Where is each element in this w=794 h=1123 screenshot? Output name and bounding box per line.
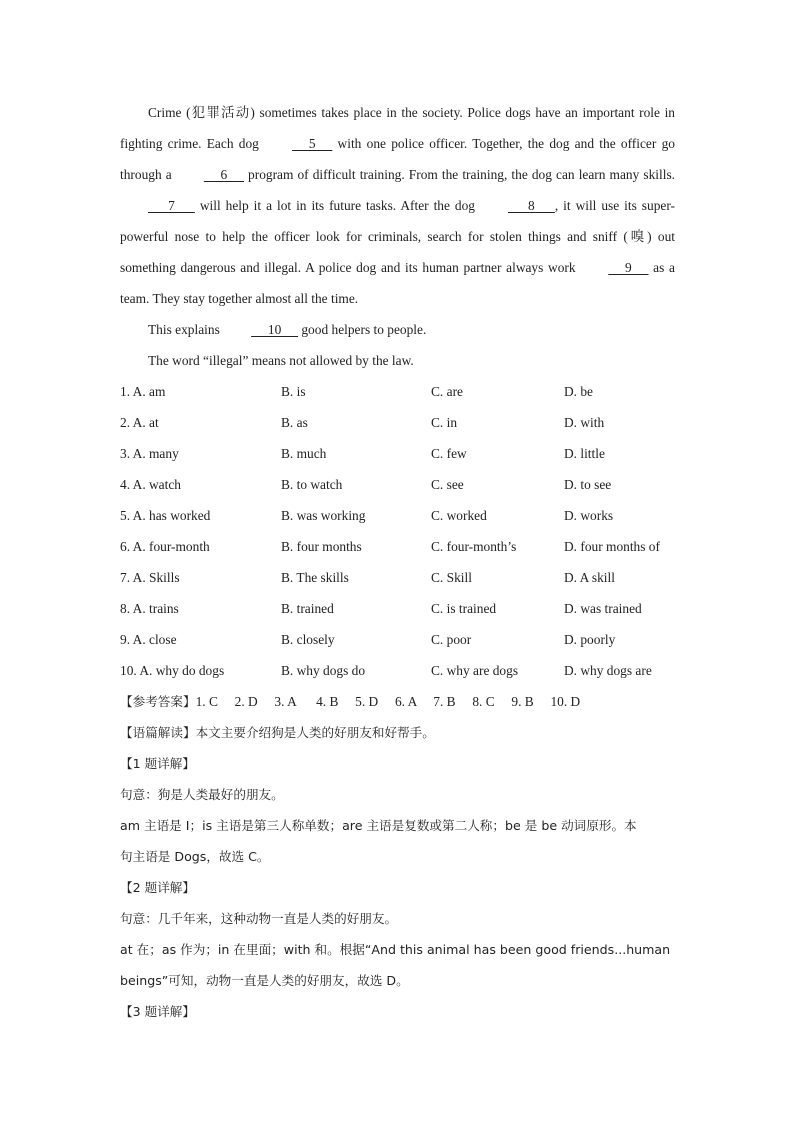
option-d[interactable]: D. little: [564, 446, 605, 461]
q2-explanation-line-2: beings”可知，动物一直是人类的好朋友，故选 D。: [120, 973, 409, 988]
option-row-7: [120, 562, 675, 593]
reading-summary-label: 【语篇解读】: [120, 725, 196, 740]
option-c[interactable]: C. in: [431, 415, 458, 430]
option-d[interactable]: D. four months of: [564, 539, 660, 554]
passage-text: will help it a lot in its future tasks. After the dog: [194, 198, 480, 213]
option-b[interactable]: B. was working: [281, 508, 366, 523]
option-c[interactable]: C. why are dogs: [431, 663, 519, 678]
option-b[interactable]: B. much: [281, 446, 327, 461]
option-b[interactable]: B. trained: [281, 601, 334, 616]
option-a[interactable]: 6. A. four-month: [120, 539, 210, 554]
option-a[interactable]: 5. A. has worked: [120, 508, 211, 523]
passage-paragraph-3: The word “illegal” means not allowed by the law.: [148, 353, 414, 368]
q1-heading: 【1 题详解】: [120, 756, 195, 771]
option-c[interactable]: C. Skill: [431, 570, 472, 585]
passage-text: program of difficult training. From the training, the dog can learn many skills.: [243, 167, 676, 182]
passage-text: Crime (犯罪活动) sometimes takes place in the society. Police dogs have an important role in fighting crime. Each dog: [120, 105, 675, 151]
passage-text: as a team. They stay together almost all the time.: [120, 260, 675, 306]
q2-explanation-line-1: at 在；as 作为；in 在里面；with 和。根据“And this animal has been good friends...human: [120, 942, 671, 957]
option-c[interactable]: C. worked: [431, 508, 487, 523]
blank-7: 7: [148, 198, 195, 213]
passage-text: , it will use its super-powerful nose to help the officer look for criminals, search for stolen things and sniff (嗅) out something dangerous and illegal. A police dog and its human partner always work: [120, 198, 675, 275]
q1-translation: 句意：狗是人类最好的朋友。: [120, 787, 284, 802]
passage-text: with one police officer. Together, the dog and the officer go through a: [120, 136, 675, 182]
option-row-5: [120, 500, 675, 531]
option-a[interactable]: 7. A. Skills: [120, 570, 180, 585]
option-c[interactable]: C. four-month’s: [431, 539, 517, 554]
option-b[interactable]: B. is: [281, 384, 306, 399]
option-a[interactable]: 4. A. watch: [120, 477, 181, 492]
blank-9: 9: [608, 260, 649, 275]
option-a[interactable]: 10. A. why do dogs: [120, 663, 225, 678]
blank-6: 6: [203, 167, 244, 182]
passage-text: good helpers to people.: [298, 322, 427, 337]
passage-paragraph-2: [120, 314, 675, 345]
option-row-2: [120, 407, 675, 438]
reading-summary: [120, 717, 675, 748]
answer-key-text: 1. C 2. D 3. A 4. B 5. D 6. A 7. B 8. C 9. B 10. D: [195, 694, 581, 709]
option-d[interactable]: D. with: [564, 415, 605, 430]
option-c[interactable]: C. is trained: [431, 601, 497, 616]
option-row-6: [120, 531, 675, 562]
reading-summary-text: 本文主要介绍狗是人类的好朋友和好帮手。: [195, 725, 435, 740]
option-a[interactable]: 1. A. am: [120, 384, 166, 399]
option-row-3: [120, 438, 675, 469]
passage-paragraph-1: [120, 97, 675, 314]
option-d[interactable]: D. poorly: [564, 632, 616, 647]
answer-key-label: 【参考答案】: [120, 694, 196, 709]
option-a[interactable]: 9. A. close: [120, 632, 177, 647]
option-a[interactable]: 2. A. at: [120, 415, 159, 430]
option-d[interactable]: D. to see: [564, 477, 612, 492]
q2-translation: 句意：几千年来，这种动物一直是人类的好朋友。: [120, 911, 398, 926]
option-b[interactable]: B. The skills: [281, 570, 349, 585]
option-d[interactable]: D. why dogs are: [564, 663, 652, 678]
option-b[interactable]: B. four months: [281, 539, 362, 554]
blank-10: 10: [251, 322, 299, 337]
q1-explanation-line-1: am 主语是 I；is 主语是第三人称单数；are 主语是复数或第二人称；be 是 be 动词原形。本: [120, 818, 637, 833]
blank-8: 8: [507, 198, 555, 213]
option-row-10: [120, 655, 675, 686]
option-d[interactable]: D. A skill: [564, 570, 615, 585]
option-row-8: [120, 593, 675, 624]
option-d[interactable]: D. was trained: [564, 601, 642, 616]
option-b[interactable]: B. as: [281, 415, 308, 430]
option-b[interactable]: B. to watch: [281, 477, 343, 492]
option-a[interactable]: 3. A. many: [120, 446, 179, 461]
answer-key: [120, 686, 675, 717]
passage-text: This explains: [148, 322, 224, 337]
option-c[interactable]: C. see: [431, 477, 464, 492]
option-c[interactable]: C. are: [431, 384, 463, 399]
option-b[interactable]: B. closely: [281, 632, 335, 647]
option-row-9: [120, 624, 675, 655]
q3-heading: 【3 题详解】: [120, 1004, 195, 1019]
option-b[interactable]: B. why dogs do: [281, 663, 366, 678]
option-c[interactable]: C. poor: [431, 632, 472, 647]
option-c[interactable]: C. few: [431, 446, 467, 461]
option-row-4: [120, 469, 675, 500]
document-page: [120, 97, 675, 1027]
q2-heading: 【2 题详解】: [120, 880, 195, 895]
option-d[interactable]: D. works: [564, 508, 614, 523]
options-list: [120, 376, 675, 686]
option-row-1: [120, 376, 675, 407]
blank-5: 5: [292, 136, 333, 151]
option-a[interactable]: 8. A. trains: [120, 601, 179, 616]
option-d[interactable]: D. be: [564, 384, 594, 399]
q1-explanation-line-2: 句主语是 Dogs，故选 C。: [120, 849, 270, 864]
